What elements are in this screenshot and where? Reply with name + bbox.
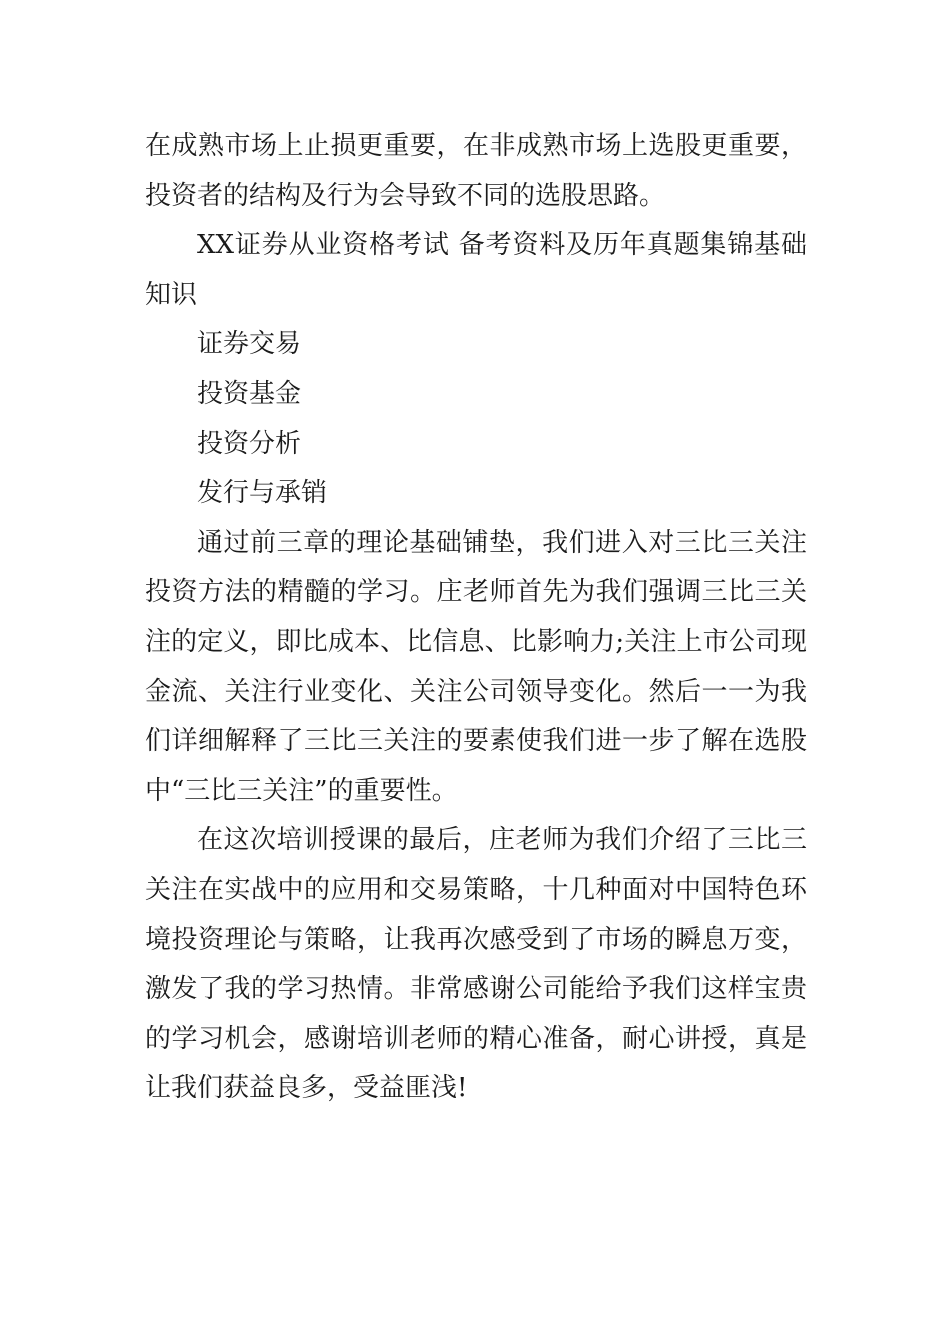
paragraph-conclusion: 在这次培训授课的最后，庄老师为我们介绍了三比三关注在实战中的应用和交易策略，十几种面对中国特色环境投资理论与策略，让我再次感受到了市场的瞬息万变，激发了我的学习热情。非常感谢公司能给予我们这样宝贵的学习机会，感谢培训老师的精心准备，耐心讲授，真是让我们获益良多，受益匪浅! [145,825,807,1104]
list-item-investment-funds: 投资基金 [197,378,302,409]
list-item-investment-analysis: 投资分析 [197,428,302,459]
paragraph-exam-title: XX证券从业资格考试 备考资料及历年真题集锦基础知识 [145,230,807,310]
paragraph-three-compare-three-focus: 通过前三章的理论基础铺垫，我们进入对三比三关注投资方法的精髓的学习。庄老师首先为我们强调三比三关注的定义，即比成本、比信息、比影响力;关注上市公司现金流、关注行业变化、关注公司领导变化。然后一一为我们详细解释了三比三关注的要素使我们进一步了解在选股中“三比三关注”的重要性。 [145,527,807,806]
list-item-issuance-underwriting: 发行与承销 [197,478,328,509]
list-item-securities-trading: 证券交易 [197,329,302,360]
paragraph-continuation: 在成熟市场上止损更重要，在非成熟市场上选股更重要，投资者的结构及行为会导致不同的选股思路。 [145,131,807,211]
document-body [145,122,807,1114]
